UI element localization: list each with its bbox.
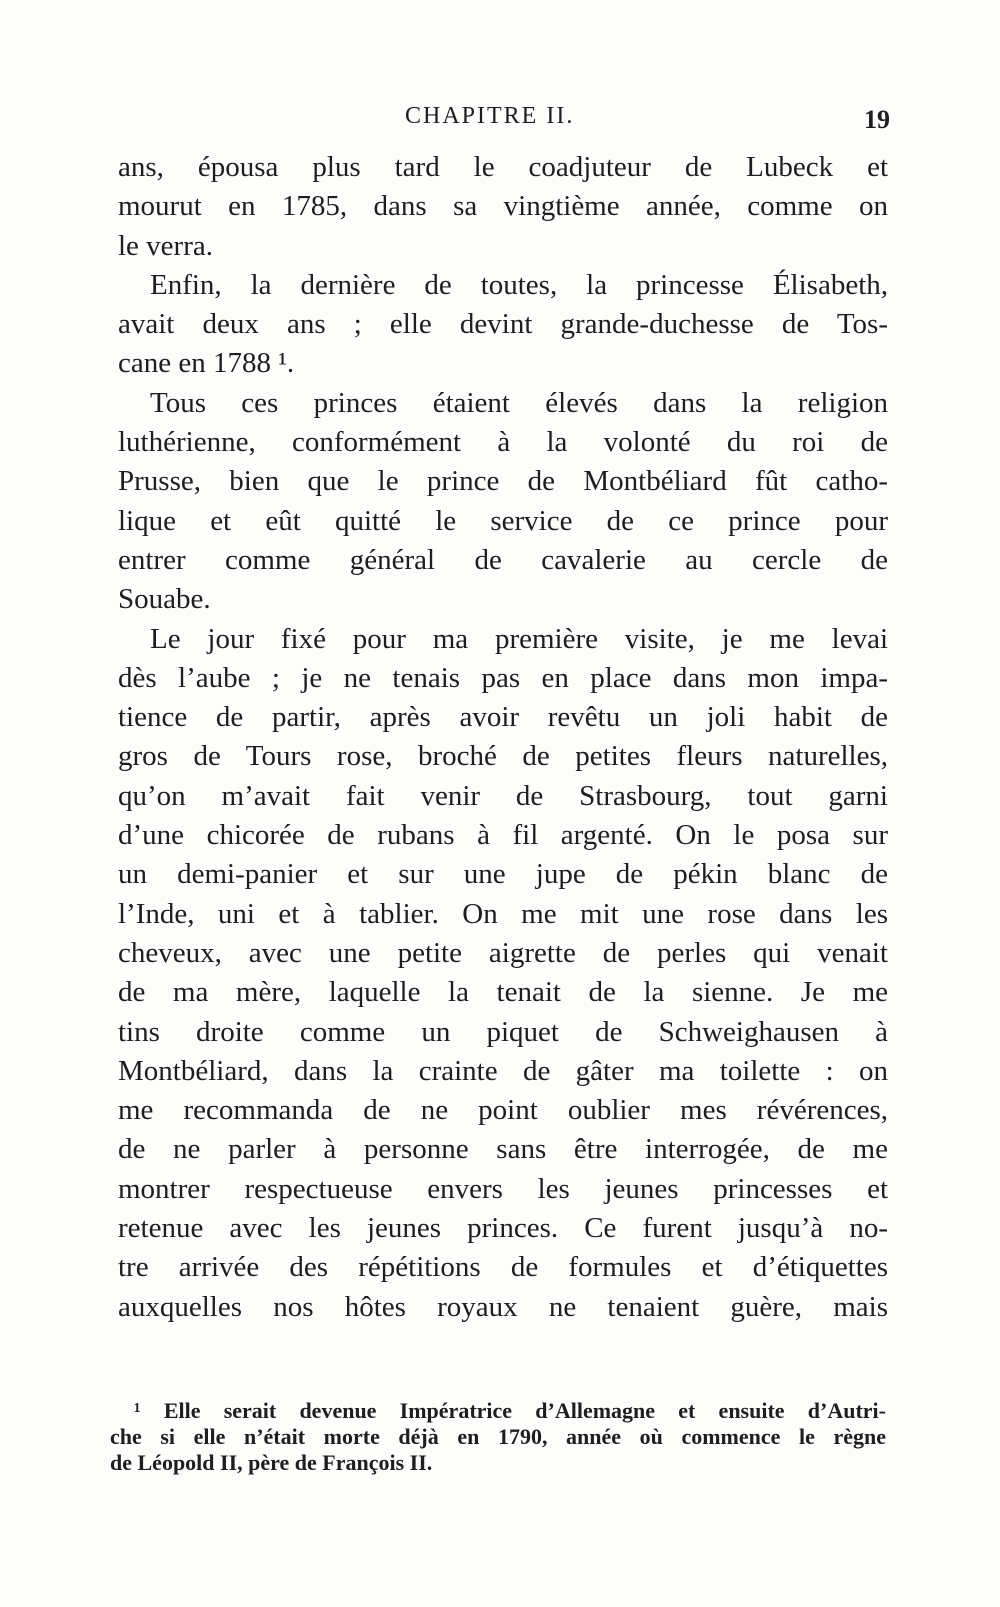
text-line: qu’on m’avait fait venir de Strasbourg, tout garni (118, 779, 888, 812)
text-line: ans, épousa plus tard le coadjuteur de Lubeck et (118, 151, 888, 183)
text-line: cheveux, avec une petite aigrette de perles qui venait (118, 936, 888, 969)
text-line: Souabe. (118, 583, 211, 616)
chapter-title: CHAPITRE II. (405, 103, 575, 129)
text-line: tins droite comme un piquet de Schweighausen à (118, 1015, 888, 1048)
text-line: dès l’aube ; je ne tenais pas en place dans mon impa- (118, 661, 888, 694)
text-line: entrer comme général de cavalerie au cercle de (118, 543, 888, 576)
text-line: tience de partir, après avoir revêtu un joli habit de (118, 701, 888, 734)
text-line: cane en 1788 ¹. (118, 347, 295, 380)
footnote-line: che si elle n’était morte déjà en 1790, année où commence le règne (110, 1424, 886, 1449)
text-line: Enfin, la dernière de toutes, la princesse Élisabeth, (150, 268, 888, 301)
text-line: Prusse, bien que le prince de Montbéliard fût catho- (118, 465, 888, 498)
text-line: me recommanda de ne point oublier mes révérences, (118, 1094, 888, 1127)
body-text (118, 148, 888, 1327)
footnote (110, 1398, 886, 1476)
text-line: lique et eût quitté le service de ce prince pour (118, 504, 888, 537)
running-head (115, 95, 890, 135)
text-line: Tous ces princes étaient élevés dans la religion (150, 386, 888, 419)
text-line: de ne parler à personne sans être interrogée, de me (118, 1133, 888, 1166)
text-line: avait deux ans ; elle devint grande-duchesse de Tos- (118, 308, 888, 341)
text-line: d’une chicorée de rubans à fil argenté. On le posa sur (118, 819, 888, 852)
text-line: tre arrivée des répétitions de formules et d’étiquettes (118, 1251, 888, 1284)
text-line: un demi-panier et sur une jupe de pékin blanc de (118, 858, 888, 891)
footnote-line: ¹ Elle serait devenue Impératrice d’Allemagne et ensuite d’Autri- (134, 1398, 886, 1423)
text-line: Le jour fixé pour ma première visite, je me levai (150, 622, 888, 655)
text-line: le verra. (118, 229, 213, 262)
text-line: auxquelles nos hôtes royaux ne tenaient guère, mais (118, 1290, 888, 1323)
text-line: mourut en 1785, dans sa vingtième année, comme on (118, 190, 888, 223)
text-line: de ma mère, laquelle la tenait de la sienne. Je me (118, 976, 888, 1009)
text-line: montrer respectueuse envers les jeunes princesses et (118, 1172, 888, 1205)
page-number: 19 (864, 105, 890, 134)
text-line: luthérienne, conformément à la volonté du roi de (118, 426, 888, 459)
text-line: retenue avec les jeunes princes. Ce furent jusqu’à no- (118, 1212, 888, 1245)
text-line: Montbéliard, dans la crainte de gâter ma toilette : on (118, 1054, 888, 1087)
text-line: gros de Tours rose, broché de petites fleurs naturelles, (118, 740, 888, 773)
text-line: l’Inde, uni et à tablier. On me mit une rose dans les (118, 897, 888, 930)
footnote-line: de Léopold II, père de François II. (110, 1450, 433, 1475)
